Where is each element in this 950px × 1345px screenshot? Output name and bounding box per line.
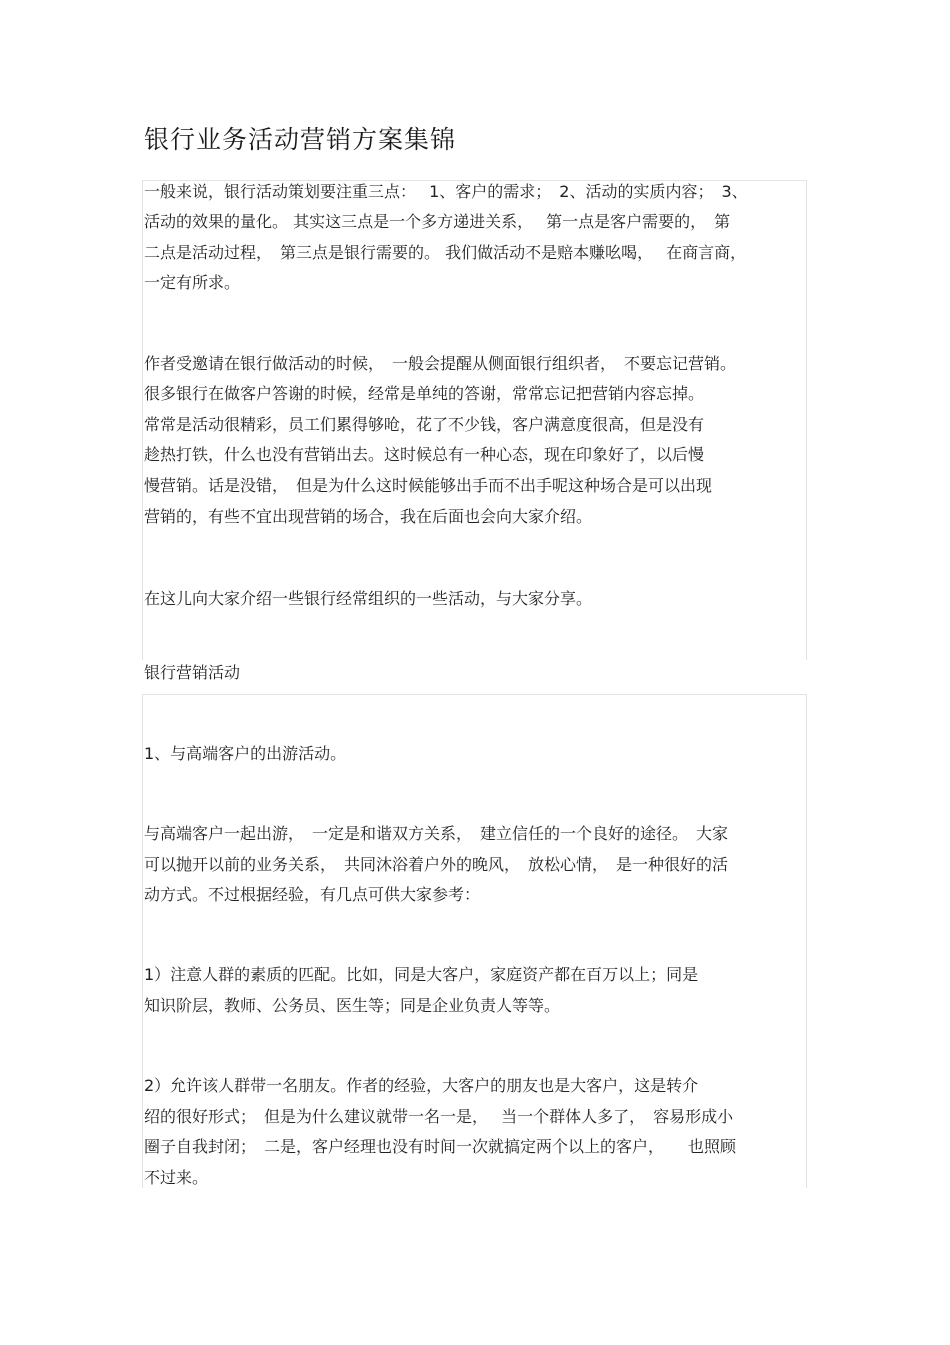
paragraph-line: 1）注意人群的素质的匹配。比如，同是大客户，家庭资产都在百万以上；同是 (144, 965, 699, 984)
paragraph-line: 很多银行在做客户答谢的时候，经常是单纯的答谢，常常忘记把营销内容忘掉。 (144, 384, 705, 403)
paragraph-line: 在这儿向大家介绍一些银行经常组织的一些活动，与大家分享。 (144, 589, 593, 608)
paragraph-line: 营销的，有些不宜出现营销的场合，我在后面也会向大家介绍。 (144, 507, 593, 526)
paragraph-line: 一般来说，银行活动策划要注重三点： 1、客户的需求； 2、活动的实质内容； 3、 (144, 182, 748, 201)
paragraph-line: 可以抛开以前的业务关系， 共同沐浴着户外的晚风， 放松心情， 是一种很好的活 (144, 855, 729, 874)
frame-left-line (142, 180, 143, 660)
paragraph-line: 知识阶层，教师、公务员、医生等；同是企业负责人等等。 (144, 996, 561, 1015)
paragraph-line: 圈子自我封闭； 二是，客户经理也没有时间一次就搞定两个以上的客户， 也照顾 (144, 1137, 737, 1156)
frame2-left-line (142, 694, 143, 1188)
paragraph-line: 趁热打铁，什么也没有营销出去。这时候总有一种心态，现在印象好了，以后慢 (144, 445, 705, 464)
paragraph-line: 二点是活动过程， 第三点是银行需要的。 我们做活动不是赔本赚吆喝， 在商言商， (144, 243, 747, 262)
section-heading: 银行营销活动 (144, 663, 241, 682)
paragraph-line: 一定有所求。 (144, 273, 241, 292)
subsection-heading: 1、与高端客户的出游活动。 (144, 744, 347, 763)
paragraph-line: 2）允许该人群带一名朋友。作者的经验，大客户的朋友也是大客户，这是转介 (144, 1076, 699, 1095)
paragraph-line: 慢营销。话是没错， 但是为什么这时候能够出手而不出手呢这种场合是可以出现 (144, 476, 713, 495)
paragraph-line: 不过来。 (144, 1168, 209, 1187)
paragraph-line: 绍的很好形式； 但是为什么建议就带一名一是， 当一个群体人多了， 容易形成小 (144, 1107, 734, 1126)
frame2-top-line (142, 694, 806, 695)
paragraph-line: 活动的效果的量化。 其实这三点是一个多方递进关系， 第一点是客户需要的， 第 (144, 212, 731, 231)
frame-right-line (806, 180, 807, 660)
paragraph-line: 常常是活动很精彩，员工们累得够呛，花了不少钱，客户满意度很高，但是没有 (144, 415, 705, 434)
frame2-right-line (806, 694, 807, 1188)
paragraph-line: 作者受邀请在银行做活动的时候， 一般会提醒从侧面银行组织者， 不要忘记营销。 (144, 354, 737, 373)
paragraph-line: 与高端客户一起出游， 一定是和谐双方关系， 建立信任的一个良好的途径。 大家 (144, 824, 729, 843)
paragraph-line: 动方式。不过根据经验，有几点可供大家参考： (144, 885, 481, 904)
document-title: 银行业务活动营销方案集锦 (144, 125, 457, 154)
